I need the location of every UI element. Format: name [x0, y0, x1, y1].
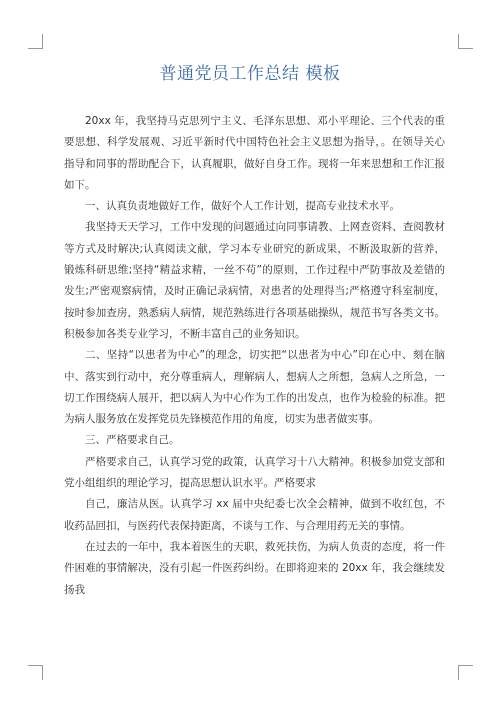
- paragraph-patient-centered: 二、坚持“以患者为中心”的理念，切实把“以患者为中心”印在心中、刻在脑中、落实到行动中，充分尊重病人，理解病人，想病人之所想，急病人之所急，一切工作围绕病人展开，把以病人为中心作为工作的出发点，也作为检验的标准。把为病人服务放在发挥党员先锋模范作用的角度，切实为患者做实事。: [64, 349, 445, 426]
- crop-mark-bottom-right: [458, 665, 473, 680]
- crop-mark-bottom-left: [28, 665, 43, 680]
- document-title: 普通党员工作总结 模板: [159, 64, 341, 84]
- section-heading-1: 一、认真负责地做好工作，做好个人工作计划，提高专业技术水平。: [85, 200, 400, 213]
- paragraph-study: 我坚持天天学习，工作中发现的问题通过向同事请教、上网查资料、查阅教材等方式及时解决;认真阅读文献，学习本专业研究的新成果，不断汲取新的营养，锻炼科研思维;坚持“精益求精，一丝不苟”的原则，工作过程中严防事故及差错的发生;严密观察病情，及时正确记录病情，对患者的处理得当;严格遵守科室制度，按时参加查房，熟悉病人病情，规范熟练进行各项基础操纵，规范书写各类文书。积极参加各类专业学习，不断丰富自己的业务知识。: [64, 221, 445, 340]
- document-body: [64, 111, 445, 601]
- paragraph-intro: 20xx 年，我坚持马克思列宁主义、毛泽东思想、邓小平理论、三个代表的重要思想、科学发展观、习近平新时代中国特色社会主义思想为指导，。在领导关心指导和同事的帮助配合下，认真履职，做好自身工作。现将一年来思想和工作汇报如下。: [64, 115, 445, 191]
- paragraph-self-discipline: 严格要求自己，认真学习党的政策，认真学习十八大精神。积极参加党支部和党小组组织的理论学习，提高思想认识水平。严格要求: [64, 455, 445, 490]
- section-heading-3: 三、严格要求自己。: [85, 434, 180, 447]
- paragraph-summary: 在过去的一年中，我本着医生的天职，救死扶伤，为病人负责的态度，将一件件困难的事情解决，没有引起一件医药纠纷。在即将迎来的 20xx 年，我会继续发扬我: [64, 540, 445, 596]
- crop-mark-top-right: [458, 34, 473, 49]
- paragraph-integrity: 自己，廉洁从医。认真学习 xx 届中央纪委七次全会精神，做到不收红包，不收药品回扣，与医药代表保持距离，不谈与工作、与合理用药无关的事情。: [64, 498, 445, 532]
- crop-mark-top-left: [28, 34, 43, 49]
